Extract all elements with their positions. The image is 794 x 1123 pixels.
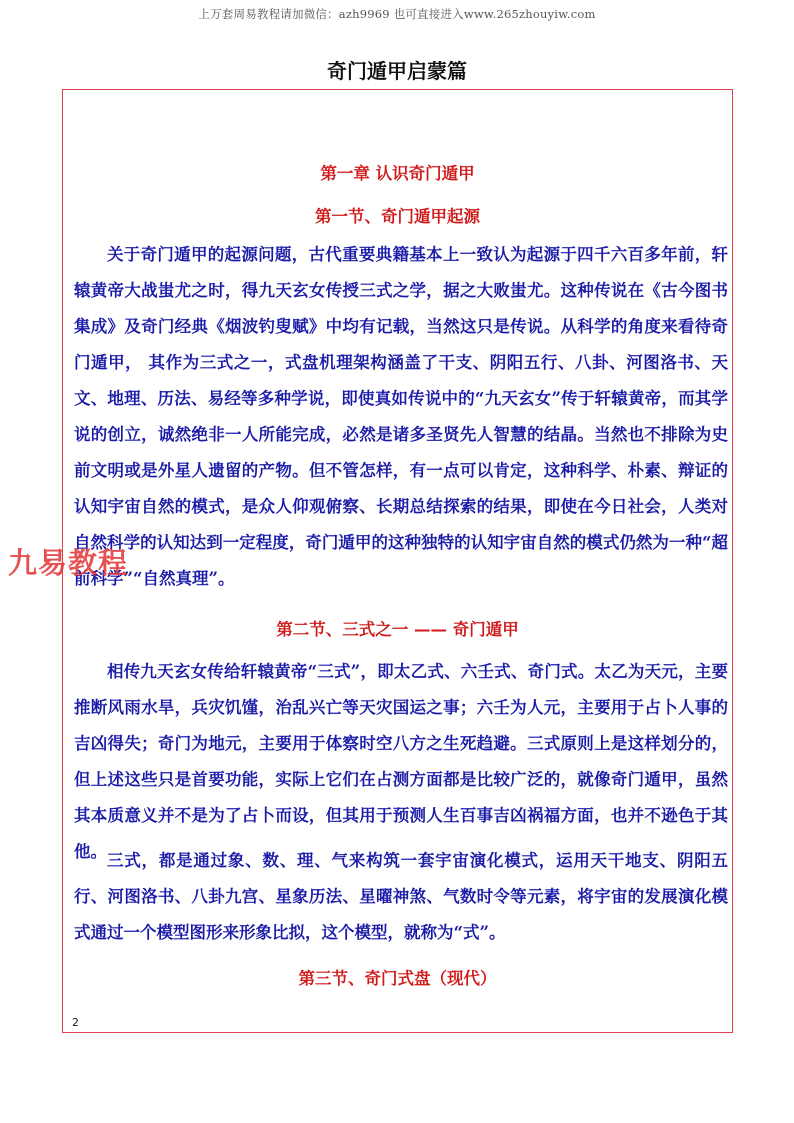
section-1-paragraph-1: 关于奇门遁甲的起源问题，古代重要典籍基本上一致认为起源于四千六百多年前，轩辕黄帝大战蚩尤之时，得九天玄女传授三式之学，据之大败蚩尤。这种传说在《古今图书集成》及奇门经典《烟波钓叟赋》中均有记载，当然这只是传说。从科学的角度来看待奇门遁甲， 其作为三式之一，式盘机理架构涵盖了干支、阴阳五行、八卦、河图洛书、天文、地理、历法、易经等多种学说，即使真如传说中的“九天玄女”传于轩辕黄帝，而其学说的创立，诚然绝非一人所能完成，必然是诸多圣贤先人智慧的结晶。当然也不排除为史前文明或是外星人遗留的产物。但不管怎样，有一点可以肯定，这种科学、朴素、辩证的认知宇宙自然的模式，是众人仰观俯察、长期总结探索的结果，即使在今日社会，人类对自然科学的认知达到一定程度，奇门遁甲的这种独特的认知宇宙自然的模式仍然为一种“超前科学”“自然真理”。 <box>74 245 728 588</box>
document-title: 奇门遁甲启蒙篇 <box>327 59 467 83</box>
section-2-paragraph-2: 三式，都是通过象、数、理、气来构筑一套宇宙演化模式，运用天干地支、阴阳五行、河图洛书、八卦九宫、星象历法、星曜神煞、气数时令等元素，将宇宙的发展演化模式通过一个模型图形来形象比拟，这个模型，就称为“式”。 <box>74 851 728 942</box>
section-1-heading: 第一节、奇门遁甲起源 <box>315 207 480 226</box>
section-2-paragraph-1: 相传九天玄女传给轩辕黄帝“三式”，即太乙式、六壬式、奇门式。太乙为天元，主要推断风雨水旱，兵灾饥馑，治乱兴亡等天灾国运之事；六壬为人元，主要用于占卜人事的吉凶得失；奇门为地元，主要用于体察时空八方之生死趋避。三式原则上是这样划分的，但上述这些只是首要功能，实际上它们在占测方面都是比较广泛的，就像奇门遁甲，虽然其本质意义并不是为了占卜而设，但其用于预测人生百事吉凶祸福方面，也并不逊色于其他。 <box>74 662 728 861</box>
page-number: 2 <box>72 1016 79 1029</box>
section-3-heading: 第三节、奇门式盘（现代） <box>298 969 497 988</box>
top-banner: 上万套周易教程请加微信：azh9969 也可直接进入www.265zhouyiw.com <box>198 7 596 21</box>
chapter-heading: 第一章 认识奇门遁甲 <box>320 164 475 183</box>
watermark-logo: 九易教程 <box>8 546 129 580</box>
section-2-heading: 第二节、三式之一 —— 奇门遁甲 <box>276 620 519 639</box>
